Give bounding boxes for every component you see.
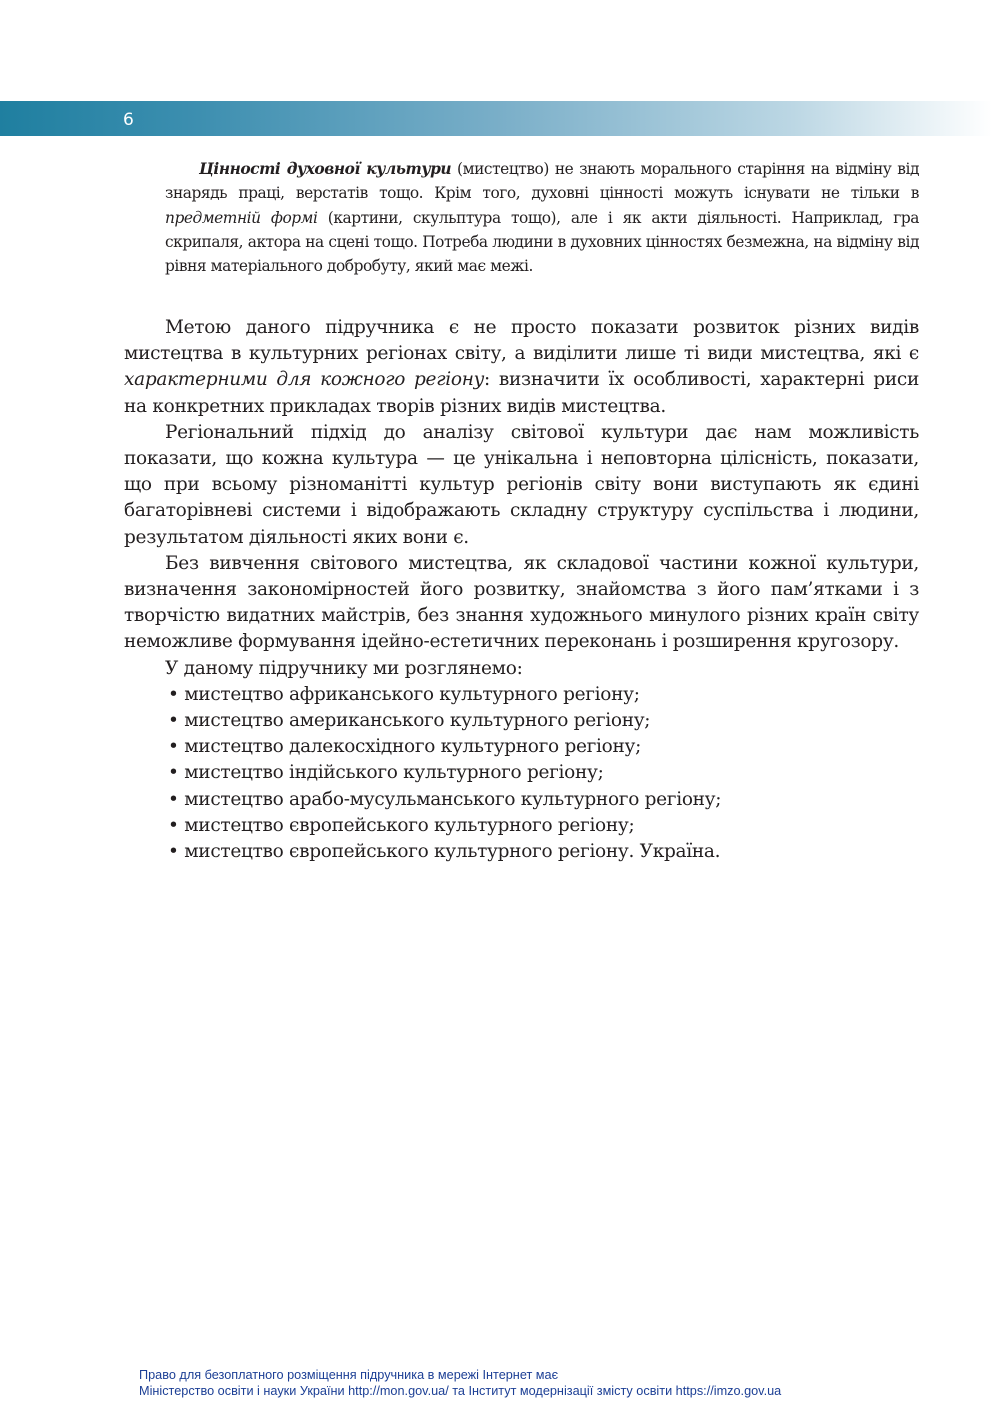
paragraph-goal-text-1: Метою даного підручника є не просто показати розвиток різних видів мистецтва в культурних регіонах світу, а виділити лише ті види мистецтва, які є [124, 317, 919, 365]
footer-notice [139, 1367, 939, 1399]
list-item: • мистецтво арабо-мусульманського культурного регіону; [168, 787, 919, 813]
list-item: • мистецтво індійського культурного регіону; [168, 760, 919, 786]
intro-emphasis-2: предметній формі [165, 208, 318, 227]
intro-paragraph [165, 157, 919, 278]
main-text [124, 315, 919, 865]
paragraph-goal-text-2: : визначити їх особливості, характерні риси на конкретних прикладах творів різних видів мистецтва. [124, 369, 919, 417]
intro-block [165, 157, 919, 278]
intro-lead-emphasis: Цінності духовної культури [199, 160, 452, 178]
paragraph-goal-emphasis: характерними для кожного регіону [124, 369, 485, 391]
page-number: 6 [123, 110, 134, 130]
footer-line-2: Міністерство освіти і науки України http://mon.gov.ua/ та Інститут модернізації змісту освіти https://imzo.gov.ua [139, 1384, 782, 1398]
list-intro: У даному підручнику ми розглянемо: [165, 657, 523, 679]
list-item: • мистецтво американського культурного регіону; [168, 708, 919, 734]
regions-list [124, 682, 919, 865]
paragraph-study: Без вивчення світового мистецтва, як складової частини кожної культури, визначення закономірностей його розвитку, знайомства з його пам’ятками і з творчістю видатних майстрів, без знання художнього минулого різних країн світу неможливе формування ідейно-естетичних переконань і розширення кругозору. [124, 552, 919, 653]
list-item: • мистецтво африканського культурного регіону; [168, 682, 919, 708]
list-item: • мистецтво далекосхідного культурного регіону; [168, 734, 919, 760]
list-item: • мистецтво європейського культурного регіону. Україна. [168, 839, 919, 865]
paragraph-regional: Регіональний підхід до аналізу світової культури дає нам можливість показати, що кожна культура — це унікальна і неповторна цілісність, показати, що при всьому різноманітті культур регіонів світу вони виступають як єдині багаторівневі системи і відображають складну структуру суспільства і людини, результатом діяльності яких вони є. [124, 421, 919, 548]
intro-text-2: (картини, скульптура тощо), але і як акти діяльності. Наприклад, гра скрипаля, актора на сцені тощо. Потреба людини в духовних цінностях безмежна, на відміну від рівня матеріального добробуту, який має межі. [165, 208, 919, 276]
paragraph-goal [124, 315, 919, 420]
footer-line-1: Право для безоплатного розміщення підручника в мережі Інтернет має [139, 1368, 559, 1382]
header-band [0, 101, 992, 136]
intro-text-1: (мистецтво) не знають морального старіння на відміну від знарядь праці, верстатів тощо. Крім того, духовні цінності можуть існувати не тільки в [165, 160, 919, 203]
list-item: • мистецтво європейського культурного регіону; [168, 813, 919, 839]
